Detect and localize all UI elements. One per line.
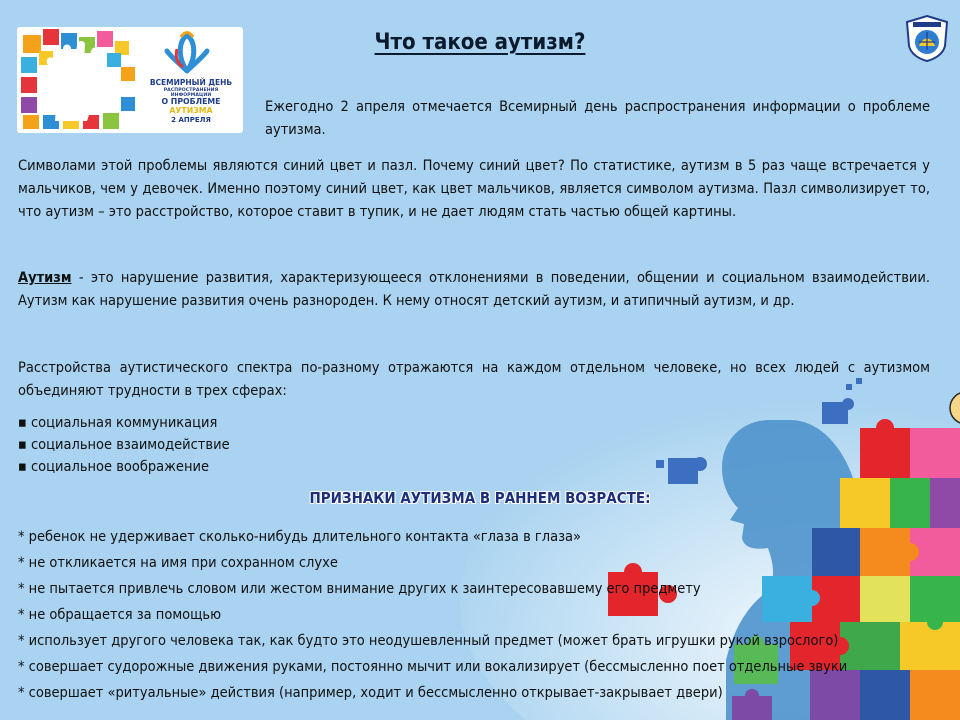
- spectrum-paragraph: Расстройства аутистического спектра по-разному отражаются на каждом отдельном человеке, но всех людей с аутизмом объединяют трудности в трех сферах:: [18, 360, 930, 399]
- logo-line-2: РАСПРОСТРАНЕНИЯ ИНФОРМАЦИИ: [163, 87, 219, 98]
- list-item: * использует другого человека так, как будто это неодушевленный предмет (может брать игрушки рукой взрослого): [18, 633, 839, 649]
- definition-paragraph: [18, 267, 930, 313]
- list-item: ▪ социальное взаимодействие: [18, 437, 230, 453]
- list-item: * ребенок не удерживает сколько-нибудь длительного контакта «глаза в глаза»: [18, 529, 581, 545]
- spheres-list: [18, 412, 230, 478]
- logo-line-3: [145, 98, 237, 116]
- list-item: * не откликается на имя при сохранном слухе: [18, 555, 338, 571]
- list-item: * не пытается привлечь словом или жестом внимание других к заинтересовавшему его предмету: [18, 581, 701, 597]
- logo-line-3-highlight: АУТИЗМА: [169, 106, 213, 116]
- page-title: Что такое аутизм?: [374, 30, 586, 55]
- list-item: ▪ социальное воображение: [18, 459, 209, 475]
- logo-line-1: ВСЕМИРНЫЙ ДЕНЬ: [149, 78, 233, 87]
- logo-caption: [145, 79, 237, 124]
- definition-term: Аутизм: [18, 270, 72, 286]
- symbols-paragraph: Символами этой проблемы являются синий цвет и пазл. Почему синий цвет? По статистике, аутизм в 5 раз чаще встречается у мальчиков, чем у девочек. Именно поэтому синий цвет, как цвет мальчиков, является символом аутизма. Пазл символизирует то, что аутизм – это расстройство, которое ставит в тупик, и не дает людям стать частью общей картины.: [18, 158, 930, 220]
- list-item: * не обращается за помощью: [18, 607, 222, 623]
- signs-list: [18, 524, 847, 706]
- signs-heading: ПРИЗНАКИ АУТИЗМА В РАННЕМ ВОЗРАСТЕ:: [309, 489, 651, 507]
- list-item: * совершает «ритуальные» действия (например, ходит и бессмысленно открывает-закрывает двери): [18, 685, 723, 701]
- intro-paragraph: Ежегодно 2 апреля отмечается Всемирный день распространения информации о проблеме аутизма.: [265, 99, 930, 138]
- list-item: * совершает судорожные движения руками, постоянно мычит или вокализирует (бессмысленно поет отдельные звуки: [18, 659, 848, 675]
- logo-line-3-prefix: О ПРОБЛЕМЕ: [161, 97, 221, 107]
- list-item: ▪ социальная коммуникация: [18, 415, 218, 431]
- definition-text: - это нарушение развития, характеризующееся отклонениями в поведении, общении и социальном взаимодействии. Аутизм как нарушение развития очень разнороден. К нему относят детский аутизм, и атипичный аутизм, и др.: [18, 270, 930, 309]
- logo-line-4: 2 АПРЕЛЯ: [171, 116, 211, 125]
